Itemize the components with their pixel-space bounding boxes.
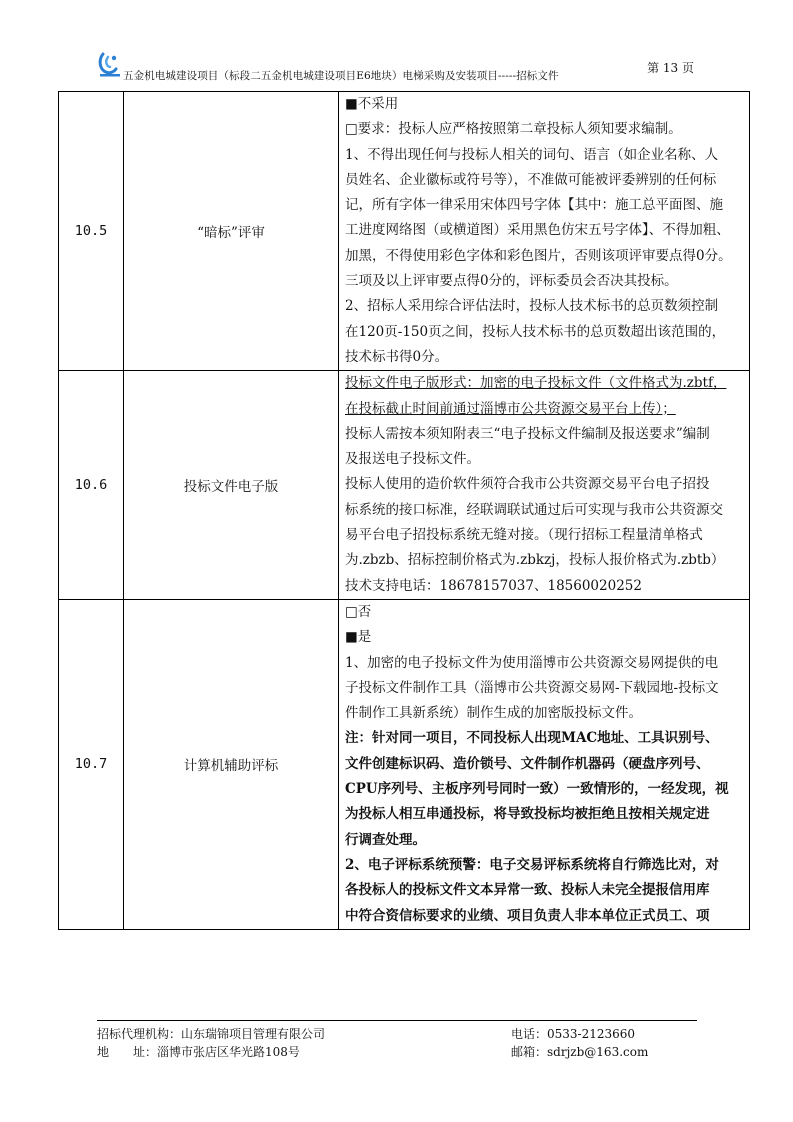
row-number: 10.6 [59,371,124,600]
content-line: 行调查处理。 [345,831,426,848]
row-content [339,599,750,929]
content-line: 三项及以上评审要点得0分的，评标委员会否决其投标。 [345,273,678,290]
row-item-name: 计算机辅助评标 [124,599,339,929]
content-line: 及报送电子投标文件。 [345,451,480,468]
content-line: 中符合资信标要求的业绩、项目负责人非本单位正式员工、项 [345,907,710,924]
row-item-name: 投标文件电子版 [124,371,339,600]
row-number: 10.5 [59,92,124,371]
table-row [59,92,750,371]
table-row [59,599,750,929]
content-line: 注：针对同一项目，不同投标人出现MAC地址、工具识别号、 [345,730,719,747]
content-line: 2、招标人采用综合评估法时，投标人技术标书的总页数须控制 [345,298,719,315]
company-logo [97,50,123,78]
content-line: 为.zbzb、招标控制价格式为.zbkzj，投标人报价格式为.zbtb） [345,552,725,569]
page-number: 第 13 页 [647,61,694,75]
row-number: 10.7 [59,599,124,929]
row-content [339,92,750,371]
content-line: 加黑，不得使用彩色字体和彩色图片，否则该项评审要点得0分。 [345,247,732,264]
content-line: 为投标人相互串通投标，将导致投标均被拒绝且按相关规定进 [345,806,710,823]
row-content [339,371,750,600]
content-line: 易平台电子招投标系统无缝对接。（现行招标工程量清单格式 [345,527,703,544]
content-line: 技术支持电话：18678157037、18560020252 [345,577,642,594]
evaluation-table [58,91,750,930]
document-title: 五金机电城建设项目（标段二五金机电城建设项目E6地块）电梯采购及安装项目-----招标文件 [123,70,559,82]
email-info: 邮箱：sdrjzb@163.com [511,1045,649,1059]
content-line: 技术标书得0分。 [345,348,449,365]
content-line: 1、不得出现任何与投标人相关的词句、语言（如企业名称、人 [345,146,719,163]
address-label: 地 址： [97,1045,158,1059]
content-line: 投标人使用的造价软件须符合我市公共资源交易平台电子招投 [345,476,710,493]
content-line: 文件创建标识码、造价锁号、文件制作机器码（硬盘序列号、 [345,755,710,772]
content-line: 投标人需按本须知附表三“电子投标文件编制及报送要求”编制 [345,425,710,442]
phone-info: 电话：0533-2123660 [511,1027,636,1041]
address-value: 淄博市张店区华光路108号 [157,1045,300,1059]
content-line: 件制作工具新系统）制作生成的加密版投标文件。 [345,705,642,722]
content-line: 员姓名、企业徽标或符号等），不准做可能被评委辨别的任何标 [345,171,717,188]
agency-label: 招标代理机构： [97,1027,182,1041]
content-line: 记，所有字体一律采用宋体四号字体【其中：施工总平面图、施 [345,197,723,214]
content-line: 投标文件电子版形式：加密的电子投标文件（文件格式为.zbtf， [345,375,727,392]
content-line: ■是 [345,629,372,646]
content-line: 标系统的接口标准，经联调联试通过后可实现与我市公共资源交 [345,501,723,518]
page-header [97,44,700,84]
address-info [97,1043,300,1060]
content-line: 2、电子评标系统预警：电子交易评标系统将自行筛选比对，对 [345,856,719,873]
content-line: ■不采用 [345,96,399,112]
content-line: □否 [345,603,372,620]
table-row [59,371,750,600]
content-line: 1、加密的电子投标文件为使用淄博市公共资源交易网提供的电 [345,654,719,671]
content-line: 各投标人的投标文件文本异常一致、投标人未完全提报信用库 [345,882,710,899]
content-line: 子投标文件制作工具（淄博市公共资源交易网-下载园地-投标文 [345,679,719,696]
footer-divider [97,1020,697,1021]
agency-info [97,1025,325,1042]
row-item-name: “暗标”评审 [124,92,339,371]
content-line: □要求：投标人应严格按照第二章投标人须知要求编制。 [345,121,682,138]
content-line: 在120页-150页之间，投标人技术标书的总页数超出该范围的， [345,323,726,340]
content-line: CPU序列号、主板序列号同时一致）一致情形的，一经发现，视 [345,781,729,798]
content-line: 在投标截止时间前通过淄博市公共资源交易平台上传）； [345,400,676,417]
agency-name: 山东瑞锦项目管理有限公司 [181,1027,326,1041]
content-line: 工进度网络图（或横道图）采用黑色仿宋五号字体】、不得加粗、 [345,222,730,239]
